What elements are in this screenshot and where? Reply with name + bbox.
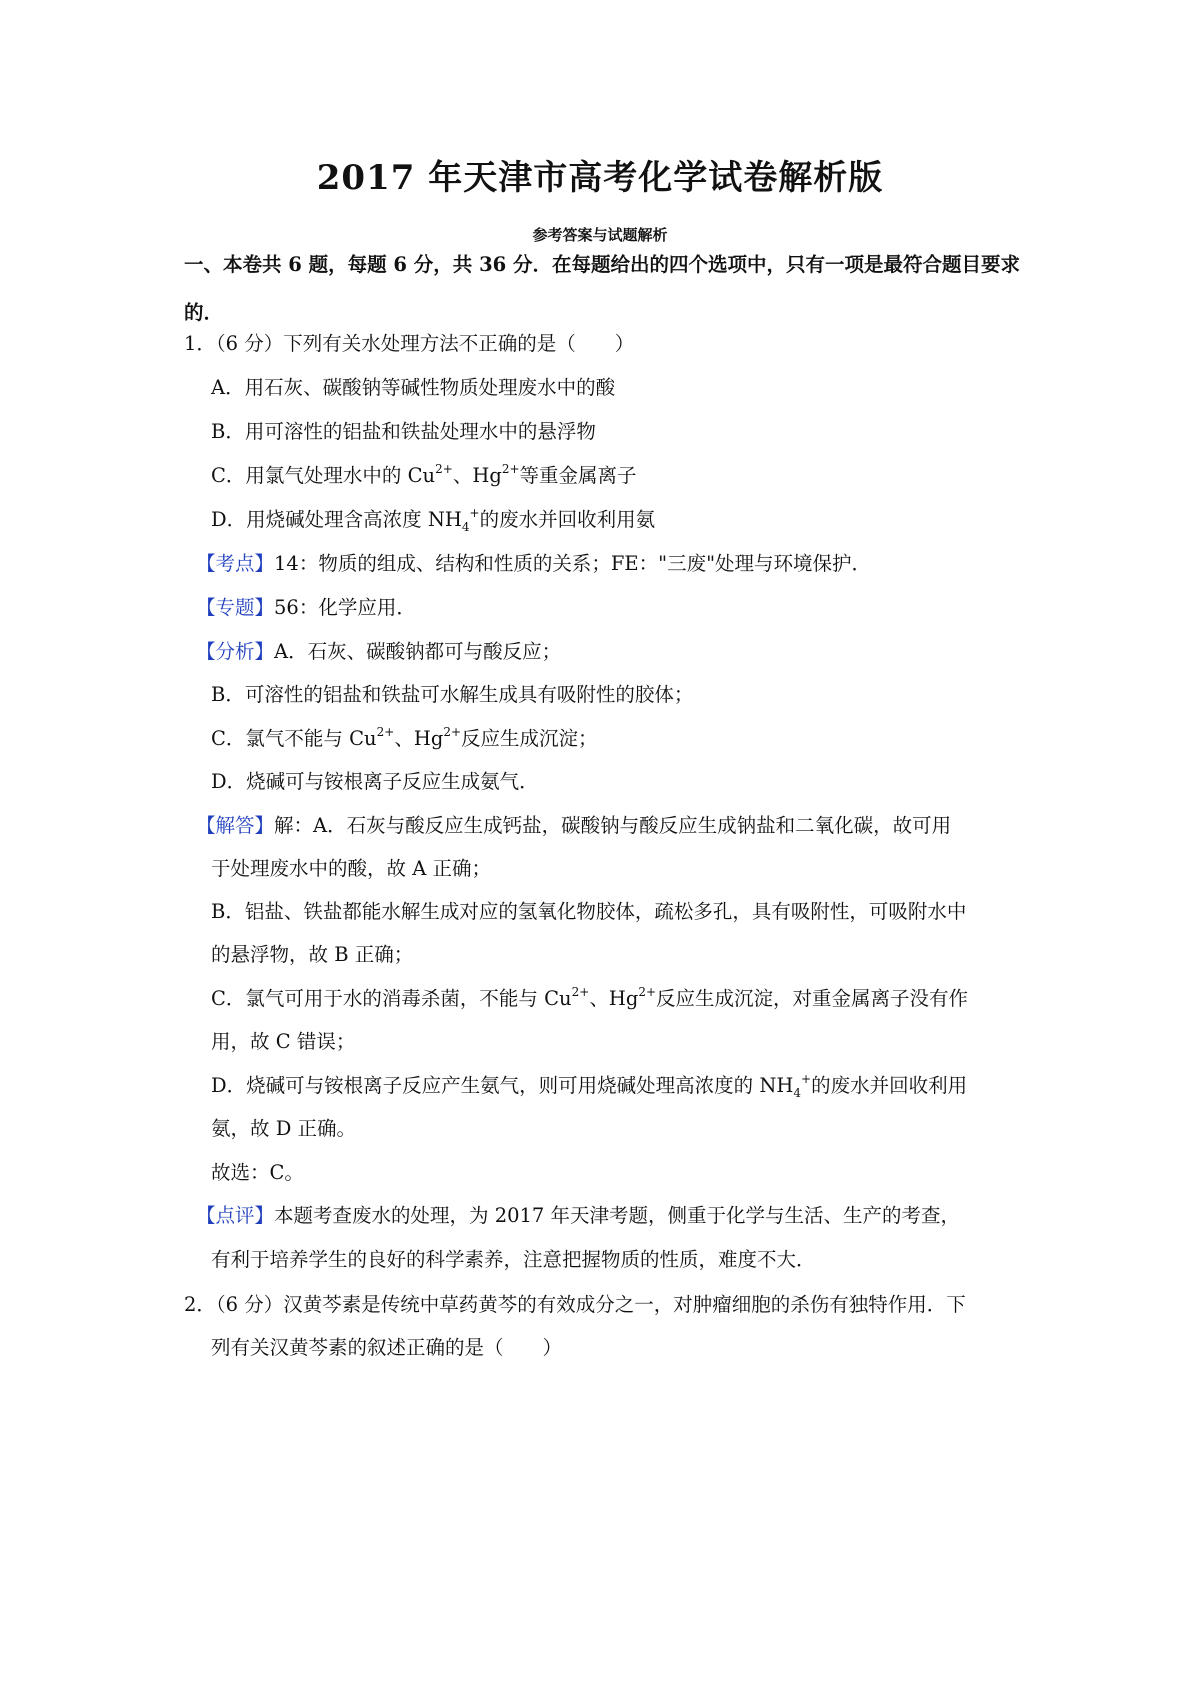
dianping-line [196,1201,960,1231]
fenxi-text-a: A．石灰、碳酸钠都可与酸反应； [274,640,562,663]
jieda-d-cont: 氨，故 D 正确。 [211,1117,357,1140]
text: D．用烧碱处理含高浓度 NH [211,508,462,531]
jieda-c-cont: 用，故 C 错误； [211,1030,356,1053]
subscript: 4 [793,1085,802,1100]
text: 、Hg [452,464,502,487]
jieda-d [211,1071,967,1108]
question-2-stem: 2．（6 分）汉黄芩素是传统中草药黄芩的有效成分之一，对肿瘤细胞的杀伤有独特作用．下 [184,1293,966,1316]
zhuanti-tag: 【专题】 [196,596,275,619]
question-1-option-d [211,505,655,542]
text: 、Hg [394,727,444,750]
superscript: + [469,506,480,520]
text: 的废水并回收利用 [811,1074,968,1097]
text: C．氯气可用于水的消毒杀菌，不能与 Cu [211,987,572,1010]
jieda-a-cont: 于处理废水中的酸，故 A 正确； [211,857,491,880]
zhuanti-text: 56：化学应用． [274,596,416,619]
answer-line: 故选：C。 [211,1161,304,1184]
superscript: + [801,1072,812,1086]
jieda-line [196,811,951,841]
jieda-b-cont: 的悬浮物，故 B 正确； [211,943,414,966]
section-heading: 一、本卷共 6 题，每题 6 分，共 36 分．在每题给出的四个选项中，只有一项是最符合题目要求的． [184,253,1021,324]
text: D．烧碱可与铵根离子反应产生氨气，则可用烧碱处理高浓度的 NH [211,1074,794,1097]
question-1-option-b: B．用可溶性的铝盐和铁盐处理水中的悬浮物 [211,420,596,443]
dianping-text: 本题考查废水的处理，为 2017 年天津考题，侧重于化学与生活、生产的考查， [274,1204,961,1227]
text: 反应生成沉淀； [461,727,598,750]
text: C．氯气不能与 Cu [211,727,377,750]
kaodian-line [196,549,871,579]
superscript: 2+ [638,985,657,999]
dianping-tag: 【点评】 [196,1204,275,1227]
superscript: 2+ [443,725,462,739]
jieda-c [211,984,968,1016]
fenxi-b: B．可溶性的铝盐和铁盐可水解生成具有吸附性的胶体； [211,683,694,706]
text: 反应生成沉淀，对重金属离子没有作 [656,987,969,1010]
kaodian-tag: 【考点】 [196,552,275,575]
zhuanti-line [196,593,416,623]
jieda-b: B．铝盐、铁盐都能水解生成对应的氢氧化物胶体，疏松多孔，具有吸附性，可吸附水中 [211,900,967,923]
fenxi-tag: 【分析】 [196,640,275,663]
text: 等重金属离子 [519,464,637,487]
jieda-tag: 【解答】 [196,814,275,837]
fenxi-line [196,637,561,667]
kaodian-text: 14：物质的组成、结构和性质的关系；FE："三废"处理与环境保护． [274,552,872,575]
jieda-text: 解：A．石灰与酸反应生成钙盐，碳酸钠与酸反应生成钠盐和二氧化碳，故可用 [274,814,952,837]
fenxi-c [211,724,598,756]
superscript: 2+ [435,462,453,476]
text: 的废水并回收利用氨 [479,508,656,531]
question-2-stem-cont: 列有关汉黄芩素的叙述正确的是（ ） [211,1336,563,1359]
question-1-stem: 1．（6 分）下列有关水处理方法不正确的是（ ） [184,332,635,355]
superscript: 2+ [571,985,590,999]
page-title: 2017 年天津市高考化学试卷解析版 [316,158,884,198]
superscript: 2+ [501,462,520,476]
text: C．用氯气处理水中的 Cu [211,464,436,487]
subscript: 4 [461,519,470,534]
dianping-cont: 有利于培养学生的良好的科学素养，注意把握物质的性质，难度不大． [211,1248,816,1271]
superscript: 2+ [376,725,395,739]
page-subtitle: 参考答案与试题解析 [532,226,668,244]
text: 、Hg [589,987,639,1010]
question-1-option-c [211,461,637,493]
fenxi-d: D．烧碱可与铵根离子反应生成氨气． [211,770,539,793]
question-1-option-a: A．用石灰、碳酸钠等碱性物质处理废水中的酸 [211,376,616,399]
